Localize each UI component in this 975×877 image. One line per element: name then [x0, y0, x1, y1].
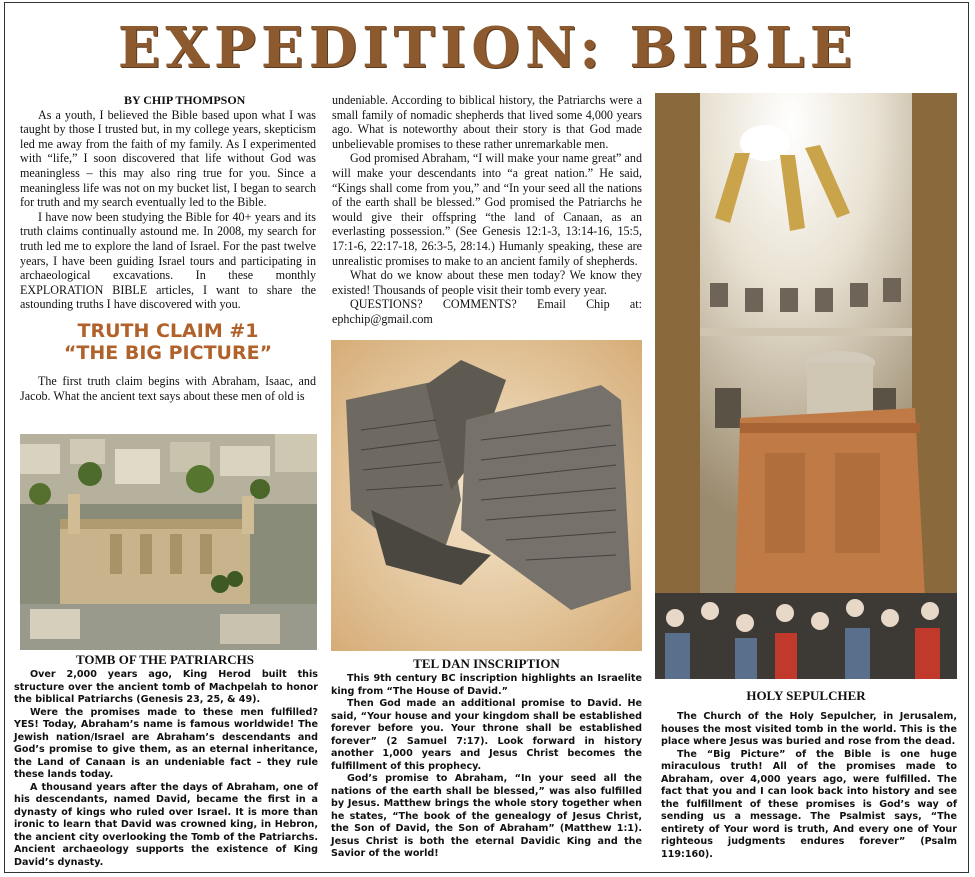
tomb-caption-title: TOMB OF THE PATRIARCHS — [75, 652, 255, 667]
caption-paragraph: Were the promises made to these men fulfilled? YES! Today, Abraham’s name is famous worldwide! The Jewish nation/Israel are Abraham’s descendants and God’s promise to give them, as an eternal inheritance, the Land of Canaan is an undeniable fact – they rule these lands today. — [14, 706, 318, 780]
intro-paragraph: As a youth, I believed the Bible based upon what I was taught by those I trusted but, in my college years, skepticism led me away from the faith of my family. As I experimented with “life,” I soon discovered that life without God was meaningless – this may also ring true for you. Since a meaningless life was not on my bucket list, I began to search for truth and my search eventually led to the Bible. — [20, 107, 316, 210]
teldan-caption-title: TEL DAN INSCRIPTION — [413, 656, 560, 671]
caption-paragraph: The “Big Picture” of the Bible is one huge miraculous truth! All of the promises made to Abraham, over 4,000 years ago, were fulfilled. The fact that you and I can look back into history and see the fulfillment of these promises is God’s way of sending us a message. The Psalmist says, “The entirety of Your word is truth, And every one of Your righteous judgments endures forever” (Psalm 119:160). — [661, 748, 957, 860]
caption-paragraph: Over 2,000 years ago, King Herod built this structure over the ancient tomb of Machpelah to honor the biblical Patriarchs (Genesis 23, 25, & 49). — [14, 669, 318, 705]
body-paragraph: What do we know about these men today? We know they existed! Thousands of people visit their tomb every year. — [332, 268, 642, 297]
caption-paragraph: Then God made an additional promise to David. He said, “Your house and your kingdom shall be established forever before you. Your throne shall be established forever” (2 Samuel 7:17). Look forward in history another 1,000 years and Jesus Christ becomes the fulfillment of this prophecy. — [331, 698, 642, 772]
byline: BY CHIP THOMPSON — [124, 93, 246, 107]
tel-dan-inscription-photo — [331, 340, 642, 651]
caption-paragraph: A thousand years after the days of Abraham, one of his descendants, named David, became the first in a dynasty of kings who ruled over Israel. It is more than ironic to learn that David was crowned king, in Hebron, the ancient city overlooking the Tomb of the Patriarchs. Ancient archaeology supports the existence of King David’s dynasty. — [14, 781, 318, 868]
column-1-text — [20, 93, 316, 403]
truth-claim-heading-line-2: “THE BIG PICTURE” — [63, 341, 273, 364]
sepulcher-illustration — [655, 93, 957, 679]
caption-paragraph: The Church of the Holy Sepulcher, in Jerusalem, houses the most visited tomb in the world. This is the place where Jesus was buried and rose from the dead. — [661, 711, 957, 747]
tomb-caption — [14, 669, 318, 869]
masthead-title: EXPEDITION: BIBLE — [117, 15, 858, 81]
stone-illustration — [331, 340, 642, 651]
column-2-text — [332, 93, 642, 327]
truth-claim-heading — [20, 320, 316, 364]
teldan-caption — [331, 673, 642, 861]
sepulcher-caption — [661, 711, 957, 861]
hebron-illustration — [20, 434, 317, 650]
truth-claim-heading-line-1: TRUTH CLAIM #1 — [77, 319, 259, 342]
holy-sepulcher-photo — [655, 93, 957, 679]
body-paragraph: God promised Abraham, “I will make your name great” and will make your descendants into “a great nation.” He said, “Kings shall come from you,” and “In your seed all the nations of the earth shall be blessed.” God promised the Patriarchs he would give their offspring “the land of Canaan, as an everlasting possession.” (See Genesis 12:1-3, 13:14-16, 15:5, 17:1-6, 22:17-18, 26:3-5, 28:14.) Humanly speaking, these are unrealistic promises to make to an ancient family of shepherds. — [332, 151, 642, 268]
tomb-of-patriarchs-photo — [20, 434, 317, 650]
contact-line: QUESTIONS? COMMENTS? Email Chip at: ephchip@gmail.com — [332, 297, 642, 326]
body-paragraph: undeniable. According to biblical history, the Patriarchs were a small family of nomadic shepherds that lived some 4,000 years ago. What is noteworthy about their story is that God made unbelievable promises to these rather unremarkable men. — [332, 93, 642, 151]
caption-paragraph: This 9th century BC inscription highlights an Israelite king from “The House of David.” — [331, 673, 642, 697]
body-paragraph: The first truth claim begins with Abraham, Isaac, and Jacob. What the ancient text says about these men of old is — [20, 373, 316, 403]
caption-paragraph: God’s promise to Abraham, “In your seed all the nations of the earth shall be blessed,” was also fulfilled by Jesus. Matthew brings the whole story together when he states, “The book of the genealogy of Jesus Christ, the Son of David, the Son of Abraham” (Matthew 1:1). Jesus Christ is both the eternal Davidic King and the Savior of the world! — [331, 773, 642, 859]
intro-paragraph: I have now been studying the Bible for 40+ years and its truth claims continually astound me. In 2008, my search for truth led me to explore the land of Israel. For the past twelve years, I have been guiding Israel tours and participating in archaeological excavations. In these monthly EXPLORATION BIBLE articles, I want to share the astounding truths I have discovered with you. — [20, 209, 316, 312]
sepulcher-caption-title: HOLY SEPULCHER — [746, 688, 866, 703]
